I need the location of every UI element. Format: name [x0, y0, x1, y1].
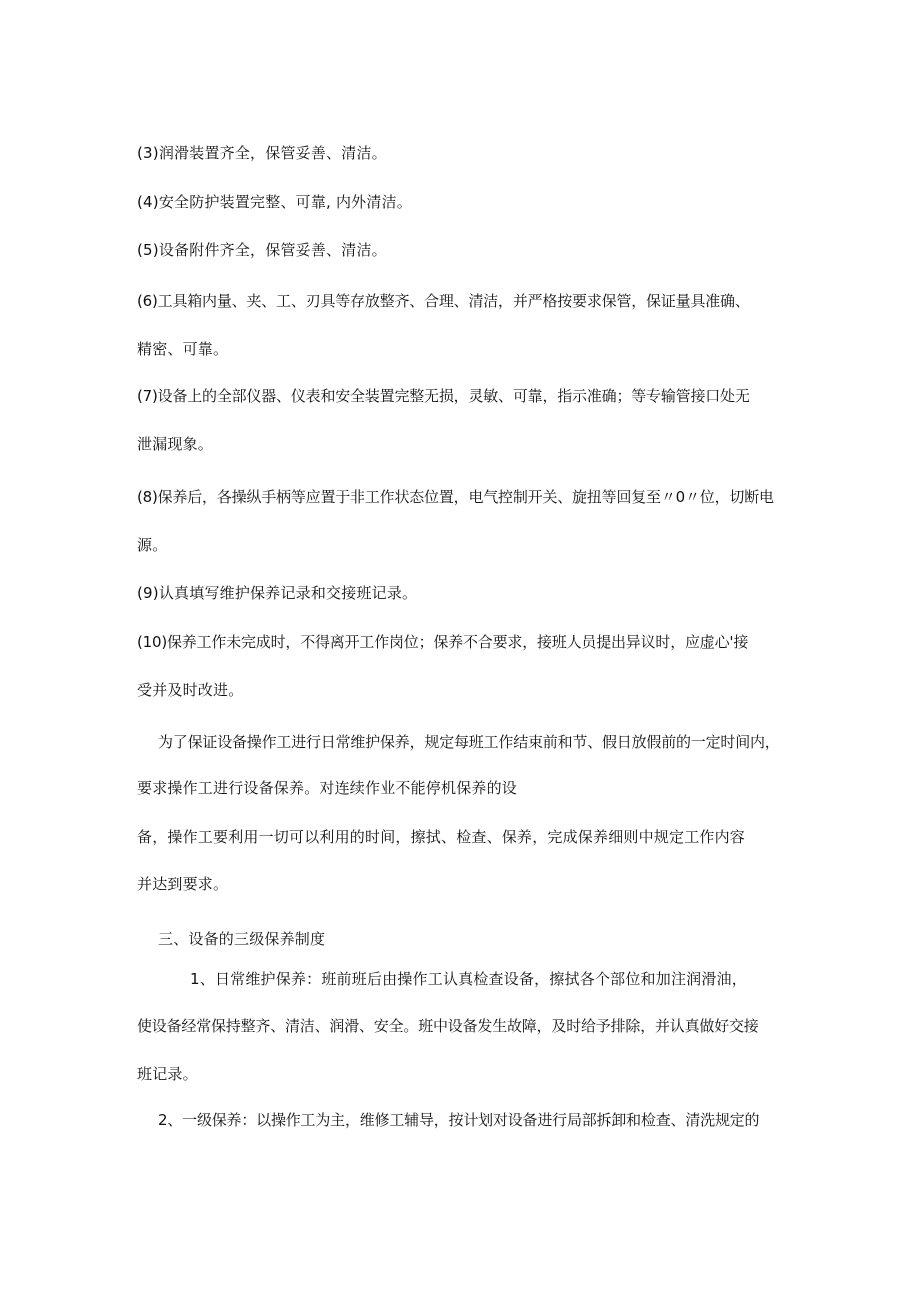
item1-line: 使设备经常保持整齐、清洁、润滑、安全。班中设备发生故障，及时给予排除，并认真做好交接: [137, 1017, 759, 1035]
paragraph-line: 并达到要求。: [137, 875, 229, 893]
paragraph-line: 要求操作工进行设备保养。对连续作业不能停机保养的设: [137, 779, 518, 797]
list-item-9: (9)认真填写维护保养记录和交接班记录。: [137, 584, 418, 602]
list-item-8-continuation: 源。: [137, 536, 168, 554]
paragraph-line: 备，操作工要利用一切可以利用的时间，擦拭、检查、保养，完成保养细则中规定工作内容: [137, 828, 746, 846]
paragraph-line: 为了保证设备操作工进行日常维护保养，规定每班工作结束前和节、假日放假前的一定时间内，: [158, 733, 780, 751]
list-item-10: (10)保养工作未完成时，不得离开工作岗位；保养不合要求，接班人员提出异议时，应虚心'接: [137, 633, 749, 651]
list-item-4: (4)安全防护装置完整、可靠, 内外清洁。: [137, 193, 412, 211]
list-item-6-continuation: 精密、可靠。: [137, 340, 229, 358]
section-heading: 三、设备的三级保养制度: [158, 930, 326, 948]
list-item-7-continuation: 泄漏现象。: [137, 435, 214, 453]
item1-line: 班记录。: [137, 1065, 198, 1083]
list-item-7: (7)设备上的全部仪器、仪表和安全装置完整无损，灵敏、可靠，指示准确；等专输管接口处无: [137, 387, 750, 405]
list-item-5: (5)设备附件齐全，保管妥善、清洁。: [137, 241, 387, 259]
list-item-8: (8)保养后，各操纵手柄等应置于非工作状态位置，电气控制开关、旋扭等回复至〃0〃位，切断电: [137, 488, 774, 506]
list-item-10-continuation: 受并及时改进。: [137, 681, 244, 699]
item1-line: 1、日常维护保养：班前班后由操作工认真检查设备，擦拭各个部位和加注润滑油，: [190, 970, 747, 988]
list-item-6: (6)工具箱内量、夹、工、刃具等存放整齐、合理、清洁，并严格按要求保管，保证量具准确、: [137, 292, 750, 310]
list-item-3: (3)润滑装置齐全，保管妥善、清洁。: [137, 144, 387, 162]
item2-line: 2、一级保养：以操作工为主，维修工辅导，按计划对设备进行局部拆卸和检查、清洗规定的: [158, 1111, 760, 1129]
